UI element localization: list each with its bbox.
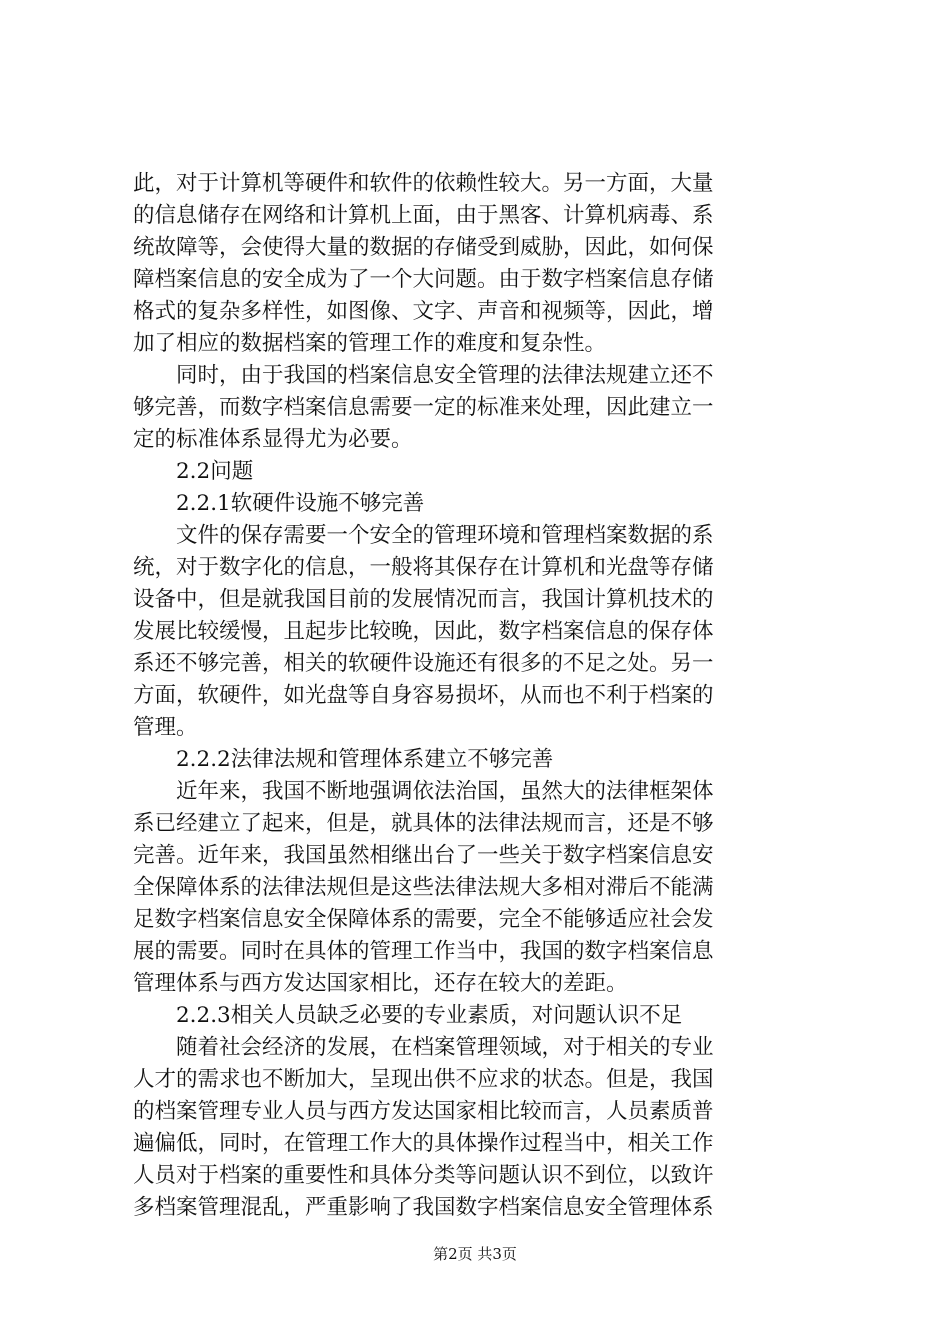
text-line: 人员对于档案的重要性和具体分类等问题认识不到位，以致许 — [133, 1163, 714, 1188]
text-line: 障档案信息的安全成为了一个大问题。由于数字档案信息存储 — [133, 267, 714, 292]
text-line: 全保障体系的法律法规但是这些法律法规大多相对滞后不能满 — [133, 875, 714, 900]
subsection-heading: 2.2.1软硬件设施不够完善 — [133, 491, 425, 516]
text-line: 遍偏低，同时，在管理工作大的具体操作过程当中，相关工作 — [133, 1131, 714, 1156]
text-line: 管理体系与西方发达国家相比，还存在较大的差距。 — [133, 971, 628, 996]
text-line: 统，对于数字化的信息，一般将其保存在计算机和光盘等存储 — [133, 555, 714, 580]
text-line: 此，对于计算机等硬件和软件的依赖性较大。另一方面，大量 — [133, 171, 714, 196]
text-line: 设备中，但是就我国目前的发展情况而言，我国计算机技术的 — [133, 587, 714, 612]
text-line: 随着社会经济的发展，在档案管理领域，对于相关的专业 — [133, 1035, 714, 1060]
text-line: 定的标准体系显得尤为必要。 — [133, 427, 413, 452]
text-line: 完善。近年来，我国虽然相继出台了一些关于数字档案信息安 — [133, 843, 714, 868]
text-line: 够完善，而数字档案信息需要一定的标准来处理，因此建立一 — [133, 395, 714, 420]
text-line: 格式的复杂多样性，如图像、文字、声音和视频等，因此，增 — [133, 299, 714, 324]
text-line: 多档案管理混乱，严重影响了我国数字档案信息安全管理体系 — [133, 1195, 714, 1220]
section-heading: 2.2问题 — [133, 459, 254, 484]
text-line: 文件的保存需要一个安全的管理环境和管理档案数据的系 — [133, 523, 714, 548]
text-line: 发展比较缓慢，且起步比较晚，因此，数字档案信息的保存体 — [133, 619, 714, 644]
text-line: 人才的需求也不断加大，呈现出供不应求的状态。但是，我国 — [133, 1067, 714, 1092]
text-line: 加了相应的数据档案的管理工作的难度和复杂性。 — [133, 331, 607, 356]
text-line: 同时，由于我国的档案信息安全管理的法律法规建立还不 — [133, 363, 714, 388]
text-line: 的档案管理专业人员与西方发达国家相比较而言，人员素质普 — [133, 1099, 714, 1124]
text-line: 系已经建立了起来，但是，就具体的法律法规而言，还是不够 — [133, 811, 714, 836]
text-line: 展的需要。同时在具体的管理工作当中，我国的数字档案信息 — [133, 939, 714, 964]
text-line: 方面，软硬件，如光盘等自身容易损坏，从而也不利于档案的 — [133, 683, 714, 708]
subsection-heading: 2.2.2法律法规和管理体系建立不够完善 — [133, 747, 554, 772]
page-number-footer: 第2页 共3页 — [433, 1245, 517, 1263]
text-line: 系还不够完善，相关的软硬件设施还有很多的不足之处。另一 — [133, 651, 714, 676]
text-line: 统故障等，会使得大量的数据的存储受到威胁，因此，如何保 — [133, 235, 714, 260]
subsection-heading: 2.2.3相关人员缺乏必要的专业素质，对问题认识不足 — [133, 1003, 683, 1028]
text-line: 足数字档案信息安全保障体系的需要，完全不能够适应社会发 — [133, 907, 714, 932]
text-line: 近年来，我国不断地强调依法治国，虽然大的法律框架体 — [133, 779, 714, 804]
text-line: 的信息储存在网络和计算机上面，由于黑客、计算机病毒、系 — [133, 203, 714, 228]
document-body — [133, 168, 833, 1224]
text-line: 管理。 — [133, 715, 198, 740]
